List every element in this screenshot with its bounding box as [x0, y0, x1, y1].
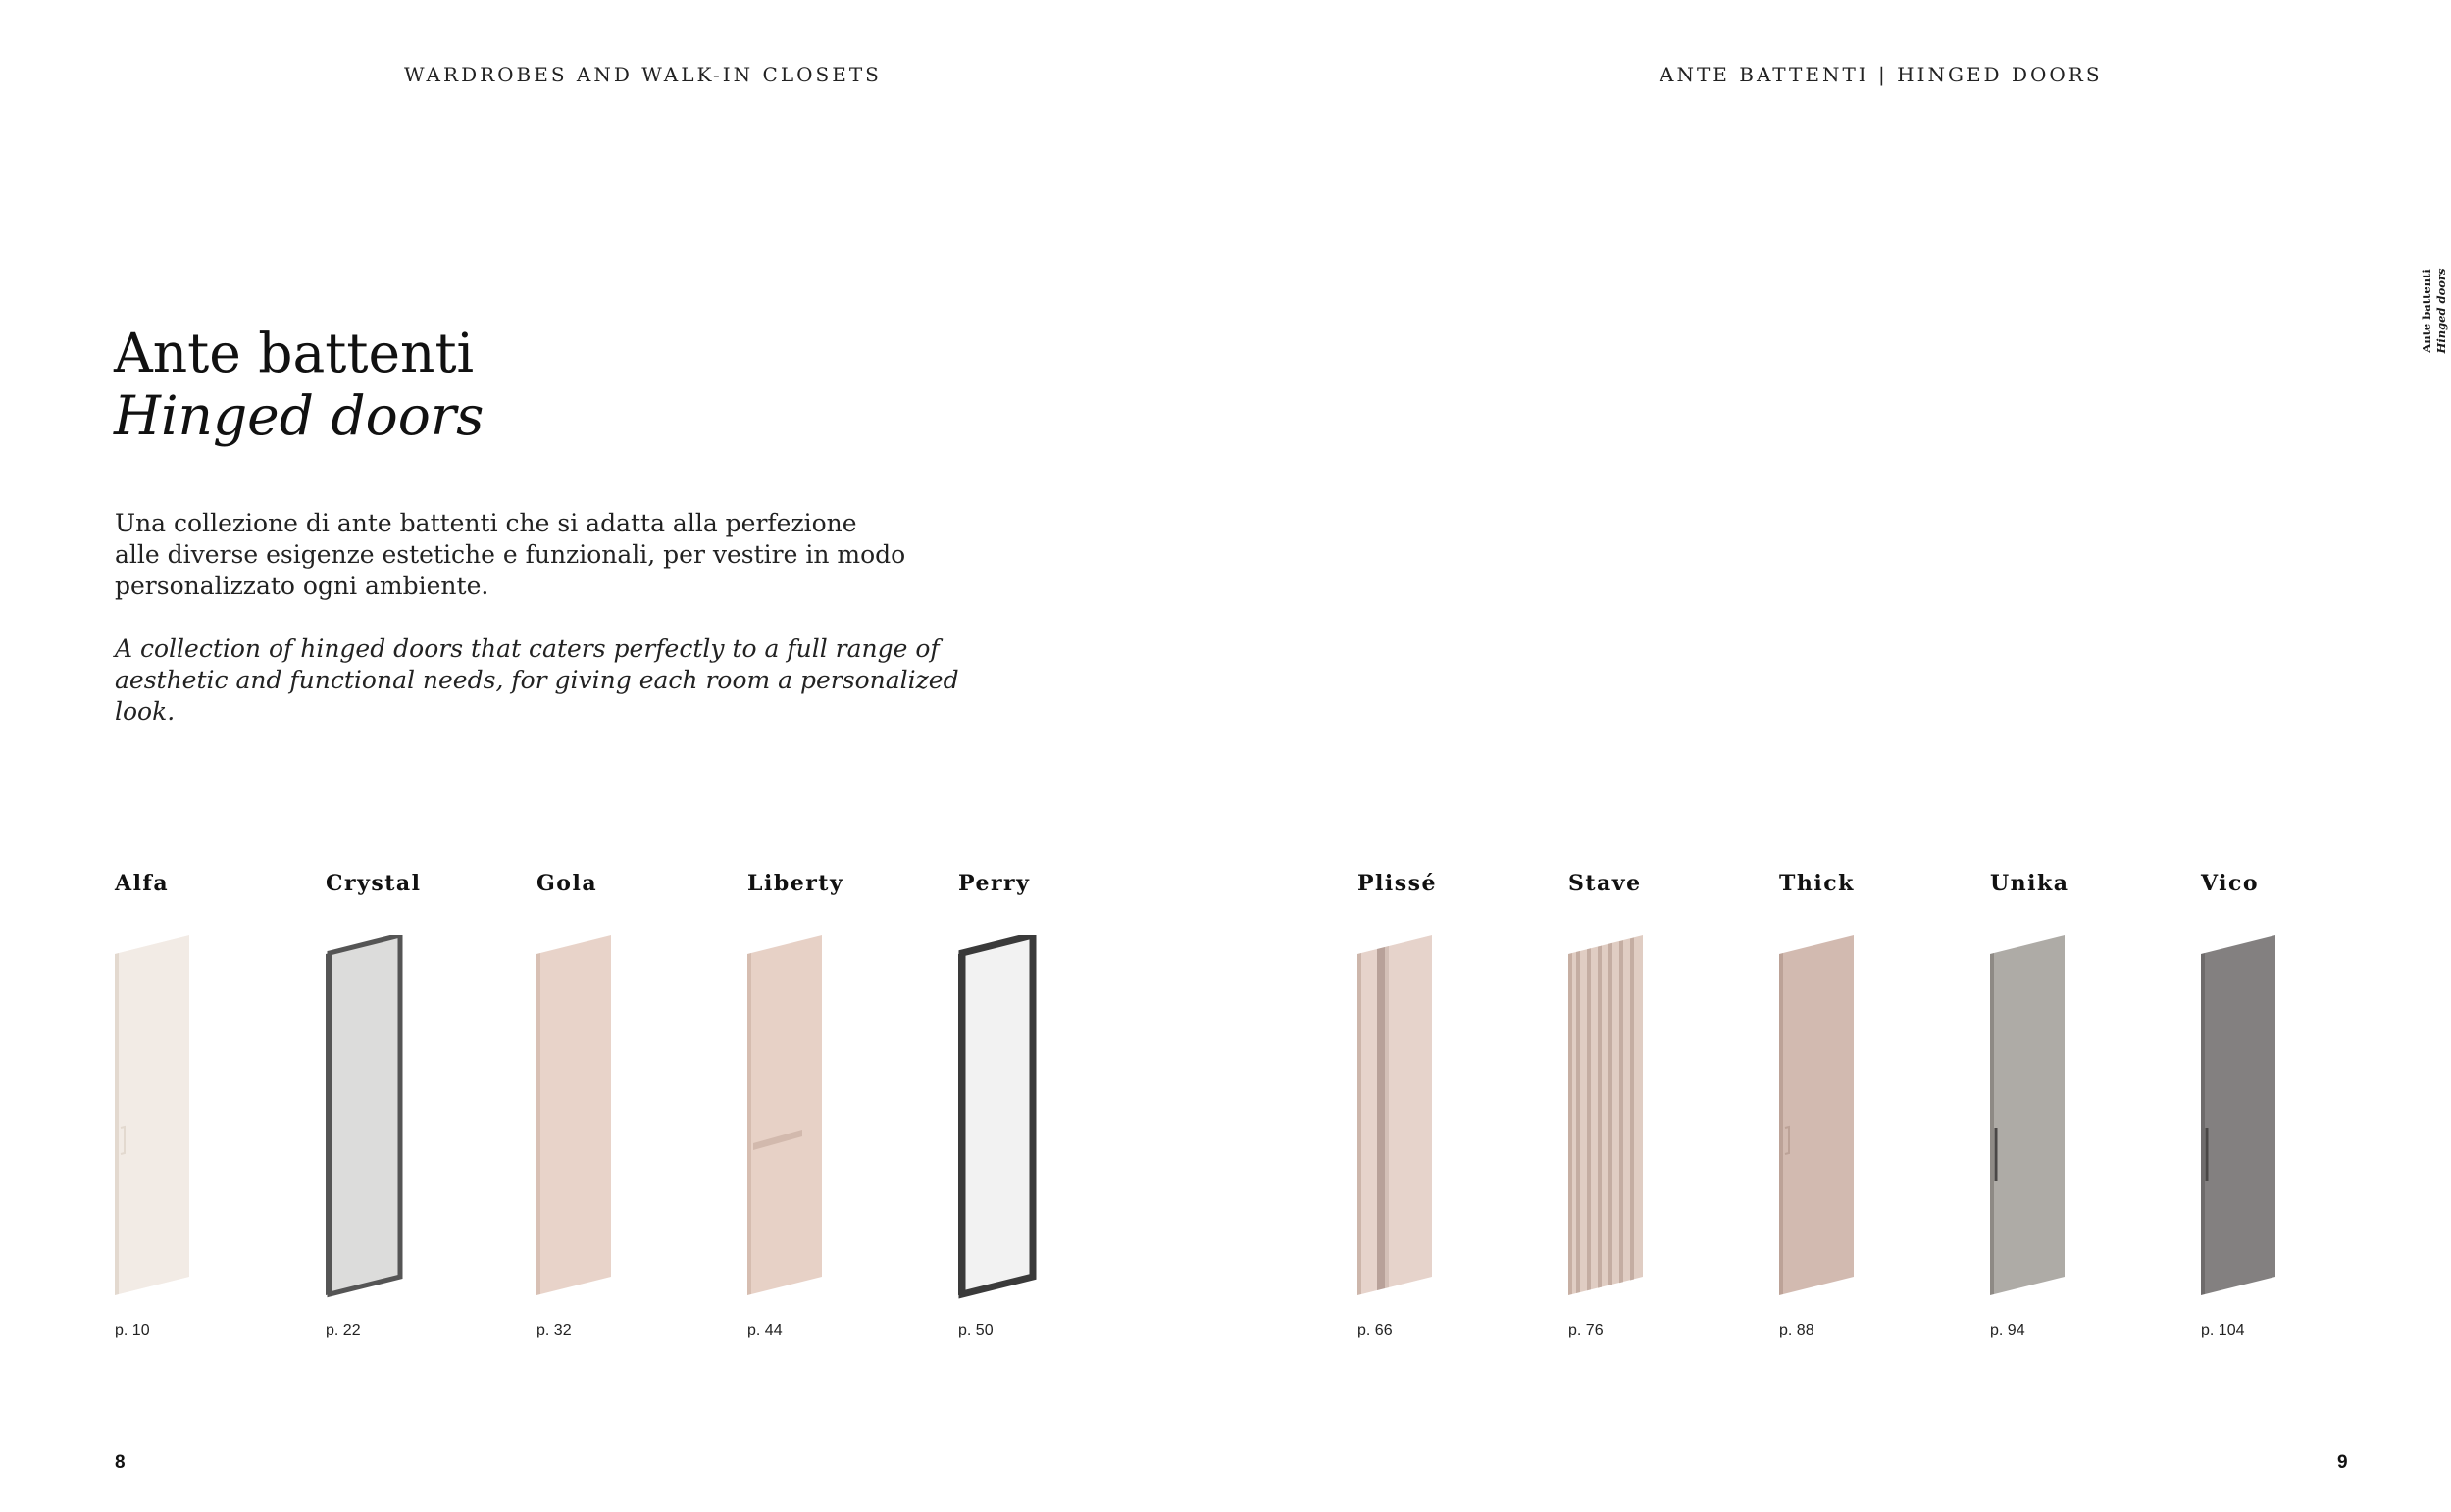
door-name: Plissé: [1357, 871, 1438, 896]
door-name: Thick: [1779, 871, 1855, 896]
door-image: [1353, 935, 1436, 1300]
door-image: [2197, 935, 2279, 1300]
door-page-ref[interactable]: p. 32: [536, 1322, 572, 1338]
door-name: Vico: [2201, 871, 2260, 896]
door-image: [533, 935, 615, 1300]
door-name: Gola: [536, 871, 598, 896]
door-name: Unika: [1990, 871, 2069, 896]
door-page-ref[interactable]: p. 10: [115, 1322, 150, 1338]
side-tab-italian: Ante battenti: [2420, 269, 2433, 353]
door-image: [322, 935, 404, 1300]
section-side-tab[interactable]: [2413, 257, 2451, 365]
door-name: Perry: [958, 871, 1031, 896]
door-page-ref[interactable]: p. 50: [958, 1322, 994, 1338]
door-page-ref[interactable]: p. 66: [1357, 1322, 1393, 1338]
door-page-ref[interactable]: p. 104: [2201, 1322, 2245, 1338]
door-name: Crystal: [326, 871, 422, 896]
page-number-left: 8: [115, 1452, 126, 1473]
door-image: [743, 935, 826, 1300]
door-image: [111, 935, 193, 1300]
door-image: [954, 935, 1037, 1300]
side-tab-english: Hinged doors: [2434, 268, 2448, 354]
page-title: [114, 322, 484, 447]
door-page-ref[interactable]: p. 94: [1990, 1322, 2025, 1338]
intro-italian: Una collezione di ante battenti che si adatta alla perfezione alle diverse esigenze estetiche e funzionali, per vestire in modo personalizzato ogni ambiente.: [115, 509, 906, 600]
door-image: [1775, 935, 1858, 1300]
door-name: Liberty: [747, 871, 844, 896]
door-name: Stave: [1568, 871, 1642, 896]
title-italian: Ante battenti: [114, 322, 475, 384]
page-number-right: 9: [2337, 1452, 2348, 1473]
door-page-ref[interactable]: p. 44: [747, 1322, 783, 1338]
intro-text: [115, 508, 997, 728]
title-english: Hinged doors: [114, 384, 485, 447]
door-page-ref[interactable]: p. 22: [326, 1322, 361, 1338]
door-name: Alfa: [115, 871, 170, 896]
door-page-ref[interactable]: p. 76: [1568, 1322, 1604, 1338]
intro-english: A collection of hinged doors that caters perfectly to a full range of aesthetic and functional needs, for giving each room a personalized look.: [115, 634, 959, 726]
running-header-left: WARDROBES AND WALK-IN CLOSETS: [404, 63, 882, 86]
door-image: [1564, 935, 1647, 1300]
running-header-right: ANTE BATTENTI | HINGED DOORS: [1660, 63, 2103, 86]
door-image: [1986, 935, 2068, 1300]
door-page-ref[interactable]: p. 88: [1779, 1322, 1814, 1338]
